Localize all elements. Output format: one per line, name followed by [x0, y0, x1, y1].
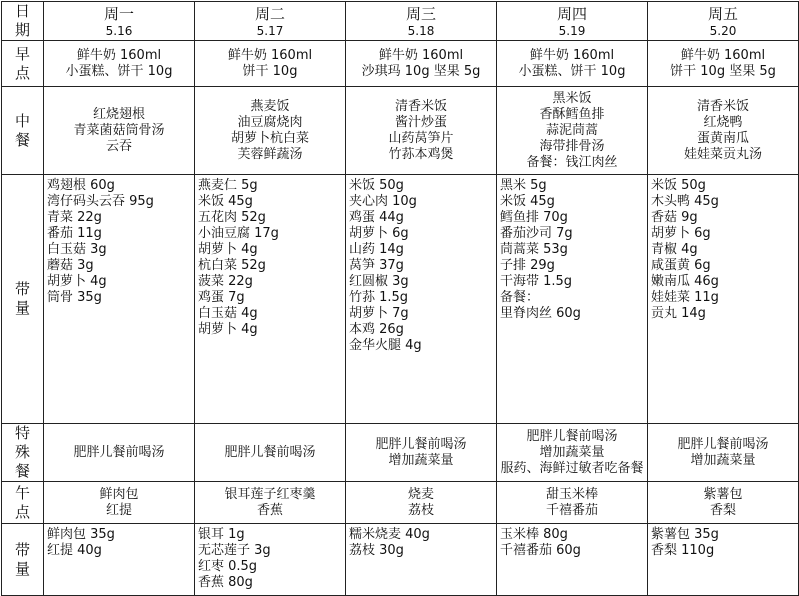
cell-line: 增加蔬菜量 [388, 452, 454, 468]
day-date: 5.19 [558, 23, 586, 38]
cell-line: 筒骨 35g [47, 290, 102, 305]
cell-line: 红烧鸭 [703, 114, 743, 130]
cell-line: 湾仔码头云吞 95g [47, 194, 154, 209]
cell-line: 鲜牛奶 160ml [227, 47, 313, 63]
snack-amount-cell [648, 524, 799, 596]
cell-line: 蛋黄南瓜 [696, 130, 749, 146]
cell-line: 胡萝卜 4g [47, 274, 107, 289]
cell-line: 香蕉 [256, 502, 283, 518]
cell-line: 竹荪本鸡煲 [388, 146, 454, 162]
day-name: 周四 [556, 4, 587, 23]
breakfast-cell [195, 41, 346, 87]
day-name: 周五 [707, 4, 738, 23]
cell-line: 番茄沙司 7g [500, 226, 573, 241]
cell-line: 干海带 1.5g [500, 274, 573, 289]
cell-line: 芙蓉鲜蔬汤 [237, 146, 303, 162]
cell-line: 红圆椒 3g [349, 274, 409, 289]
breakfast-cell [44, 41, 195, 87]
cell-line: 银耳 1g [198, 527, 245, 542]
cell-line: 蘑菇 3g [47, 258, 94, 273]
cell-line: 胡萝卜杭白菜 [230, 130, 309, 146]
breakfast-cell [346, 41, 497, 87]
cell-line: 紫薯包 35g [651, 527, 719, 542]
row-label-snack-amount: 带 量 [2, 524, 44, 596]
cell-line: 鲜牛奶 160ml [529, 47, 615, 63]
cell-line: 红枣 0.5g [198, 559, 258, 574]
cell-line: 无芯莲子 3g [198, 543, 271, 558]
cell-line: 千禧番茄 [545, 502, 598, 518]
special-meal-cell [497, 424, 648, 482]
cell-line: 甜玉米棒 [545, 486, 598, 502]
cell-line: 鲜肉包 [99, 486, 139, 502]
day-name: 周二 [254, 4, 285, 23]
cell-line: 鳕鱼排 70g [500, 210, 568, 225]
special-meal-cell [346, 424, 497, 482]
cell-line: 肥胖儿餐前喝汤 [677, 436, 769, 452]
cell-line: 米饭 50g [349, 178, 404, 193]
ingredient-amount-cell [195, 175, 346, 424]
cell-line: 番茄 11g [47, 226, 102, 241]
cell-line: 鸡蛋 7g [198, 290, 245, 305]
cell-line: 燕麦饭 [250, 98, 290, 114]
cell-line: 黑米 5g [500, 178, 547, 193]
cell-line: 茼蒿菜 53g [500, 242, 568, 257]
snack-cell [44, 482, 195, 524]
cell-line: 米饭 45g [198, 194, 253, 209]
cell-line: 贡丸 14g [651, 306, 706, 321]
cell-line: 银耳莲子红枣羹 [224, 486, 316, 502]
ingredient-amount-cell [346, 175, 497, 424]
cell-line: 千禧番茄 60g [500, 543, 581, 558]
ingredient-amount-cell [44, 175, 195, 424]
cell-line: 香菇 9g [651, 210, 698, 225]
cell-line: 里脊肉丝 60g [500, 306, 581, 321]
snack-amount-cell [195, 524, 346, 596]
cell-line: 杭白菜 52g [198, 258, 266, 273]
special-meal-cell [195, 424, 346, 482]
cell-line: 海带排骨汤 [539, 138, 605, 154]
cell-line: 荔枝 [407, 502, 434, 518]
cell-line: 饼干 10g 坚果 5g [670, 63, 776, 79]
cell-line: 备餐：钱江肉丝 [526, 154, 618, 170]
cell-line: 胡萝卜 6g [349, 226, 409, 241]
cell-line: 沙琪玛 10g 坚果 5g [361, 63, 481, 79]
snack-amount-cell [346, 524, 497, 596]
cell-line: 本鸡 26g [349, 322, 404, 337]
cell-line: 五花肉 52g [198, 210, 266, 225]
cell-line: 肥胖儿餐前喝汤 [73, 444, 165, 460]
cell-line: 香梨 110g [651, 543, 715, 558]
row-snack-amount [2, 524, 799, 596]
day-name: 周三 [405, 4, 436, 23]
cell-line: 山药 14g [349, 242, 404, 257]
cell-line: 米饭 50g [651, 178, 706, 193]
cell-line: 鲜牛奶 160ml [378, 47, 464, 63]
snack-amount-cell [497, 524, 648, 596]
cell-line: 青菜 22g [47, 210, 102, 225]
cell-line: 竹荪 1.5g [349, 290, 409, 305]
cell-line: 咸蛋黄 6g [651, 258, 711, 273]
cell-line: 小油豆腐 17g [198, 226, 279, 241]
cell-line: 胡萝卜 7g [349, 306, 409, 321]
lunch-cell [497, 87, 648, 175]
weekly-menu-table [1, 1, 799, 596]
lunch-cell [648, 87, 799, 175]
cell-line: 香酥鳕鱼排 [539, 106, 605, 122]
cell-line: 青椒 4g [651, 242, 698, 257]
day-date: 5.16 [105, 23, 133, 38]
cell-line: 荔枝 30g [349, 543, 404, 558]
row-special [2, 424, 799, 482]
breakfast-cell [648, 41, 799, 87]
day-header [44, 2, 195, 41]
day-date: 5.20 [709, 23, 737, 38]
cell-line: 小蛋糕、饼干 10g [65, 63, 173, 79]
lunch-cell [195, 87, 346, 175]
cell-line: 木头鸭 45g [651, 194, 719, 209]
ingredient-amount-cell [497, 175, 648, 424]
row-label-amount: 带 量 [2, 175, 44, 424]
cell-line: 金华火腿 4g [349, 338, 422, 353]
day-header [497, 2, 648, 41]
cell-line: 蒜泥茼蒿 [545, 122, 598, 138]
cell-line: 胡萝卜 4g [198, 322, 258, 337]
cell-line: 娃娃菜贡丸汤 [683, 146, 762, 162]
cell-line: 白玉菇 3g [47, 242, 107, 257]
cell-line: 肥胖儿餐前喝汤 [224, 444, 316, 460]
cell-line: 肥胖儿餐前喝汤 [526, 428, 618, 444]
day-header [648, 2, 799, 41]
row-label-breakfast: 早 点 [2, 41, 44, 87]
ingredient-amount-cell [648, 175, 799, 424]
cell-line: 清香米饭 [696, 98, 749, 114]
day-header [195, 2, 346, 41]
cell-line: 紫薯包 [703, 486, 743, 502]
row-date [2, 2, 799, 41]
cell-line: 增加蔬菜量 [539, 444, 605, 460]
cell-line: 香梨 [709, 502, 736, 518]
snack-cell [346, 482, 497, 524]
special-meal-cell [44, 424, 195, 482]
cell-line: 胡萝卜 6g [651, 226, 711, 241]
cell-line: 玉米棒 80g [500, 527, 568, 542]
cell-line: 香蕉 80g [198, 575, 253, 590]
row-breakfast [2, 41, 799, 87]
cell-line: 鸡蛋 44g [349, 210, 404, 225]
cell-line: 胡萝卜 4g [198, 242, 258, 257]
lunch-cell [44, 87, 195, 175]
row-snack [2, 482, 799, 524]
cell-line: 莴笋 37g [349, 258, 404, 273]
lunch-cell [346, 87, 497, 175]
day-date: 5.17 [256, 23, 284, 38]
cell-line: 增加蔬菜量 [690, 452, 756, 468]
snack-cell [648, 482, 799, 524]
cell-line: 云吞 [105, 138, 132, 154]
day-header [346, 2, 497, 41]
row-lunch [2, 87, 799, 175]
special-meal-cell [648, 424, 799, 482]
cell-line: 服药、海鲜过敏者吃备餐 [500, 460, 644, 476]
cell-line: 白玉菇 4g [198, 306, 258, 321]
cell-line: 小蛋糕、饼干 10g [518, 63, 626, 79]
cell-line: 青菜菌菇筒骨汤 [73, 122, 165, 138]
cell-line: 嫩南瓜 46g [651, 274, 719, 289]
cell-line: 肥胖儿餐前喝汤 [375, 436, 467, 452]
cell-line: 红提 [105, 502, 132, 518]
row-label-special: 特 殊 餐 [2, 424, 44, 482]
cell-line: 饼干 10g [242, 63, 298, 79]
cell-line: 备餐： [500, 290, 540, 305]
cell-line: 山药莴笋片 [388, 130, 454, 146]
snack-amount-cell [44, 524, 195, 596]
cell-line: 鲜肉包 35g [47, 527, 115, 542]
cell-line: 清香米饭 [394, 98, 447, 114]
row-amount [2, 175, 799, 424]
cell-line: 燕麦仁 5g [198, 178, 258, 193]
cell-line: 鸡翅根 60g [47, 178, 115, 193]
cell-line: 红提 40g [47, 543, 102, 558]
cell-line: 鲜牛奶 160ml [76, 47, 162, 63]
day-date: 5.18 [407, 23, 435, 38]
row-label-lunch: 中 餐 [2, 87, 44, 175]
cell-line: 油豆腐烧肉 [237, 114, 303, 130]
cell-line: 烧麦 [407, 486, 434, 502]
breakfast-cell [497, 41, 648, 87]
cell-line: 米饭 45g [500, 194, 555, 209]
cell-line: 菠菜 22g [198, 274, 253, 289]
day-name: 周一 [103, 4, 134, 23]
cell-line: 子排 29g [500, 258, 555, 273]
cell-line: 鲜牛奶 160ml [680, 47, 766, 63]
row-label-date: 日 期 [2, 2, 44, 41]
cell-line: 红烧翅根 [92, 106, 145, 122]
snack-cell [497, 482, 648, 524]
cell-line: 酱汁炒蛋 [394, 114, 447, 130]
cell-line: 娃娃菜 11g [651, 290, 719, 305]
snack-cell [195, 482, 346, 524]
cell-line: 黑米饭 [552, 90, 592, 106]
row-label-snack: 午 点 [2, 482, 44, 524]
cell-line: 糯米烧麦 40g [349, 527, 430, 542]
cell-line: 夹心肉 10g [349, 194, 417, 209]
